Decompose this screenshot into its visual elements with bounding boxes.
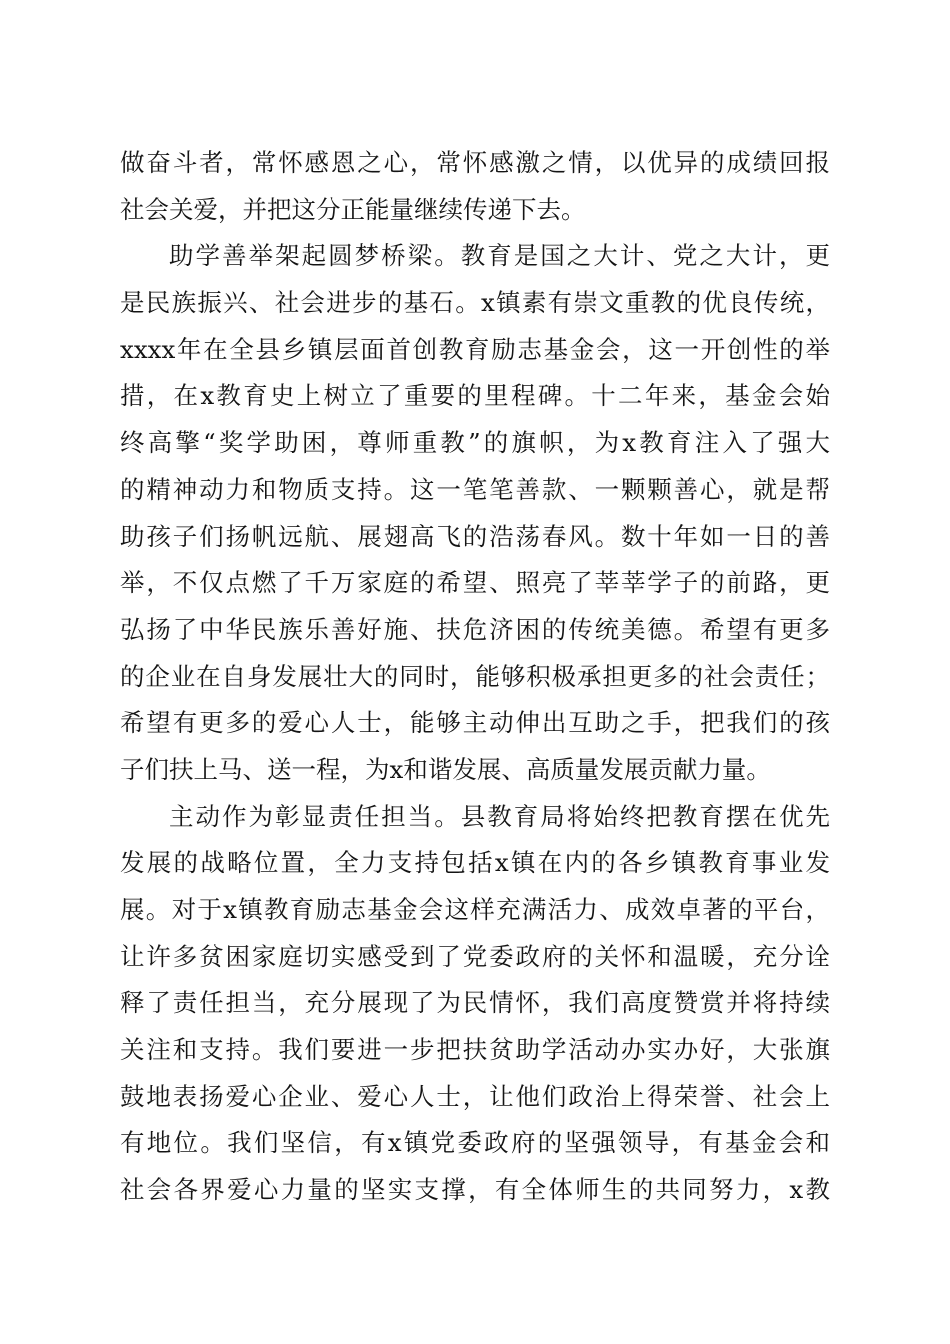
text-line: 助学善举架起圆梦桥梁。教育是国之大计、党之大计，更 <box>169 241 830 271</box>
text-line: 主动作为彰显责任担当。县教育局将始终把教育摆在优先 <box>169 801 830 831</box>
body-text <box>120 140 830 1214</box>
text-line: 措，在x教育史上树立了重要的里程碑。十二年来，基金会始 <box>120 381 830 411</box>
text-line: 释了责任担当，充分展现了为民情怀，我们高度赞赏并将持续 <box>120 988 830 1018</box>
text-line: 发展的战略位置，全力支持包括x镇在内的各乡镇教育事业发 <box>120 848 830 878</box>
paragraph <box>120 140 830 233</box>
text-line: 让许多贫困家庭切实感受到了党委政府的关怀和温暖，充分诠 <box>120 941 830 971</box>
paragraph <box>120 794 830 1214</box>
text-line: 举，不仅点燃了千万家庭的希望、照亮了莘莘学子的前路，更 <box>120 568 830 598</box>
text-line: 弘扬了中华民族乐善好施、扶危济困的传统美德。希望有更多 <box>120 614 830 644</box>
text-line: 的企业在自身发展壮大的同时，能够积极承担更多的社会责任； <box>120 661 830 691</box>
text-line: 做奋斗者，常怀感恩之心，常怀感激之情，以优异的成绩回报 <box>120 148 830 177</box>
text-line: xxxx年在全县乡镇层面首创教育励志基金会，这一开创性的举 <box>120 334 830 364</box>
text-line: 终高擎“奖学助困，尊师重教”的旗帜，为x教育注入了强大 <box>120 428 830 458</box>
text-line: 子们扶上马、送一程，为x和谐发展、高质量发展贡献力量。 <box>120 754 771 784</box>
text-line: 鼓地表扬爱心企业、爱心人士，让他们政治上得荣誉、社会上 <box>120 1081 830 1111</box>
text-line: 有地位。我们坚信，有x镇党委政府的坚强领导，有基金会和 <box>120 1128 830 1158</box>
paragraph <box>120 233 830 793</box>
text-line: 社会各界爱心力量的坚实支撑，有全体师生的共同努力，x教 <box>120 1175 830 1205</box>
text-line: 希望有更多的爱心人士，能够主动伸出互助之手，把我们的孩 <box>120 708 830 738</box>
text-line: 展。对于x镇教育励志基金会这样充满活力、成效卓著的平台， <box>120 895 830 924</box>
text-line: 社会关爱，并把这分正能量继续传递下去。 <box>120 194 586 224</box>
text-line: 的精神动力和物质支持。这一笔笔善款、一颗颗善心，就是帮 <box>120 474 830 504</box>
text-line: 关注和支持。我们要进一步把扶贫助学活动办实办好，大张旗 <box>120 1035 830 1065</box>
text-line: 助孩子们扬帆远航、展翅高飞的浩荡春风。数十年如一日的善 <box>120 521 830 551</box>
text-line: 是民族振兴、社会进步的基石。x镇素有崇文重教的优良传统， <box>120 288 830 318</box>
